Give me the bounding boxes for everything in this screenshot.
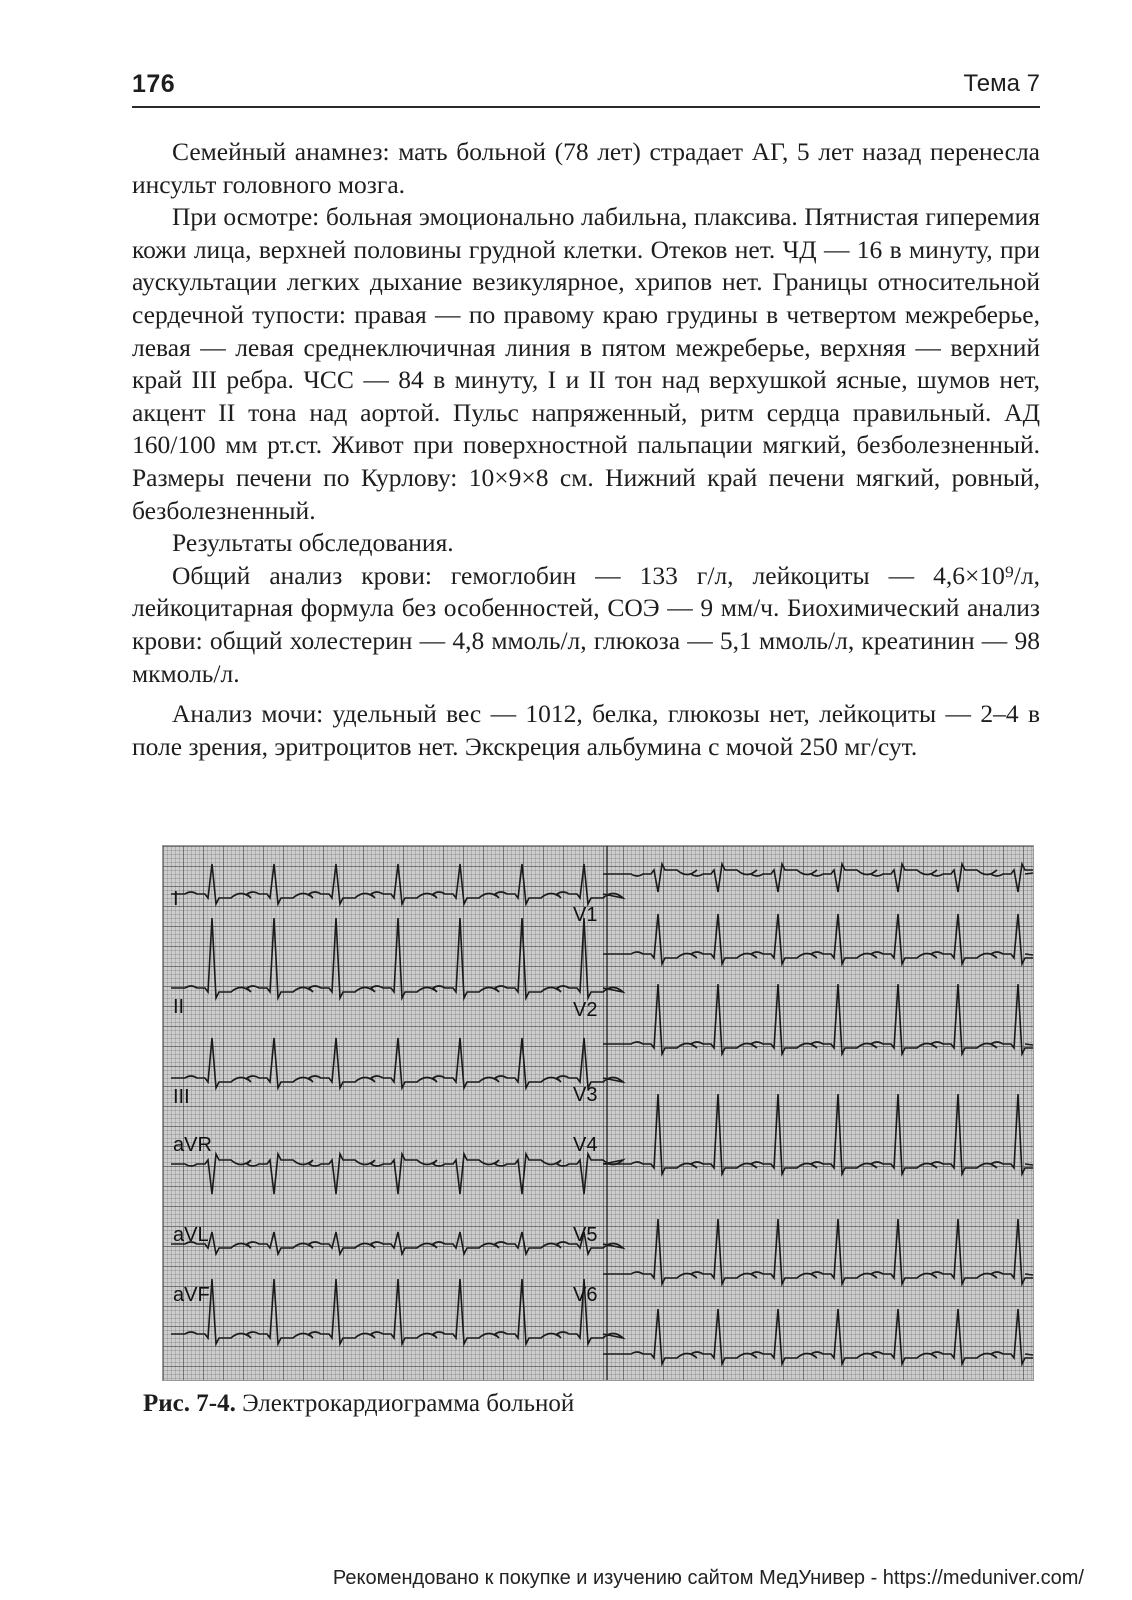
- paragraph-urine-test: Анализ мочи: удельный вес — 1012, белка, глюкозы нет, лейкоциты — 2–4 в поле зрения, эритроцитов нет. Экскреция альбумина с мочой 250 мг/сут.: [132, 699, 1040, 761]
- paragraph-results-heading: Результаты обследования.: [172, 528, 454, 558]
- page-number: 176: [132, 70, 176, 98]
- main-text: [132, 136, 1040, 763]
- lead-label-ii: II: [173, 996, 185, 1018]
- ecg-figure: [162, 845, 1034, 1381]
- lead-label-iii: III: [173, 1086, 190, 1108]
- running-head: Тема 7: [963, 70, 1040, 97]
- trace-lead-v6: [603, 1309, 1033, 1364]
- trace-lead-v2: [603, 914, 1033, 964]
- trace-lead-i: [171, 864, 623, 904]
- lead-label-v5: V5: [573, 1224, 598, 1246]
- paragraph-family-history: Семейный анамнез: мать больной (78 лет) страдает АГ, 5 лет назад перенесла инсульт головного мозга.: [132, 137, 1040, 199]
- page-header: [132, 70, 1040, 108]
- trace-lead-v3: [603, 984, 1033, 1054]
- lead-label-v4: V4: [573, 1134, 598, 1156]
- ecg-traces: [163, 846, 1033, 1380]
- paragraph-examination: При осмотре: больная эмоционально лабильна, плаксива. Пятнистая гиперемия кожи лица, верхней половины грудной клетки. Отеков нет. ЧД — 16 в минуту, при аускультации легких дыхание везикулярное, хрипов нет. Границы относительной сердечной тупости: правая — по правому краю грудины в четвертом межреберье, левая — левая среднеключичная линия в пятом межреберье, верхняя — верхний край III ребра. ЧСС — 84 в минуту, I и II тон над верхушкой ясные, шумов нет, акцент II тона над аортой. Пульс напряженный, ритм сердца правильный. АД 160/100 мм рт.ст. Живот при поверхностной пальпации мягкий, безболезненный. Размеры печени по Курлову: 10×9×8 см. Нижний край печени мягкий, ровный, безболезненный.: [132, 202, 1040, 525]
- trace-lead-v1: [603, 864, 1033, 892]
- trace-lead-ii: [171, 918, 623, 998]
- lead-label-v3: V3: [573, 1084, 598, 1106]
- trace-lead-avl: [171, 1232, 623, 1254]
- lead-label-i: I: [173, 888, 179, 910]
- trace-lead-avf: [171, 1279, 623, 1344]
- footer-note: Рекомендовано к покупке и изучению сайтом МедУнивер - https://meduniver.com/: [332, 1567, 1084, 1589]
- trace-lead-iii: [171, 1038, 623, 1088]
- trace-lead-avr: [171, 1154, 623, 1194]
- trace-lead-v4: [603, 1094, 1033, 1174]
- lead-label-avf: aVF: [173, 1284, 210, 1306]
- lead-label-v1: V1: [573, 904, 598, 926]
- caption-label: Рис. 7-4.: [143, 1390, 236, 1417]
- lead-label-avl: aVL: [173, 1224, 209, 1246]
- paragraph-blood-tests: Общий анализ крови: гемоглобин — 133 г/л, лейкоциты — 4,6×10⁹/л, лейкоцитарная формула без особенностей, СОЭ — 9 мм/ч. Биохимический анализ крови: общий холестерин — 4,8 ммоль/л, глюкоза — 5,1 ммоль/л, креатинин — 98 мкмоль/л.: [132, 560, 1040, 688]
- lead-label-v2: V2: [573, 999, 598, 1021]
- lead-label-avr: aVR: [173, 1134, 212, 1156]
- lead-label-v6: V6: [573, 1284, 598, 1306]
- caption-text: Электрокардиограмма больной: [242, 1390, 575, 1417]
- figure-caption: [143, 1390, 1043, 1418]
- trace-lead-v5: [603, 1219, 1033, 1284]
